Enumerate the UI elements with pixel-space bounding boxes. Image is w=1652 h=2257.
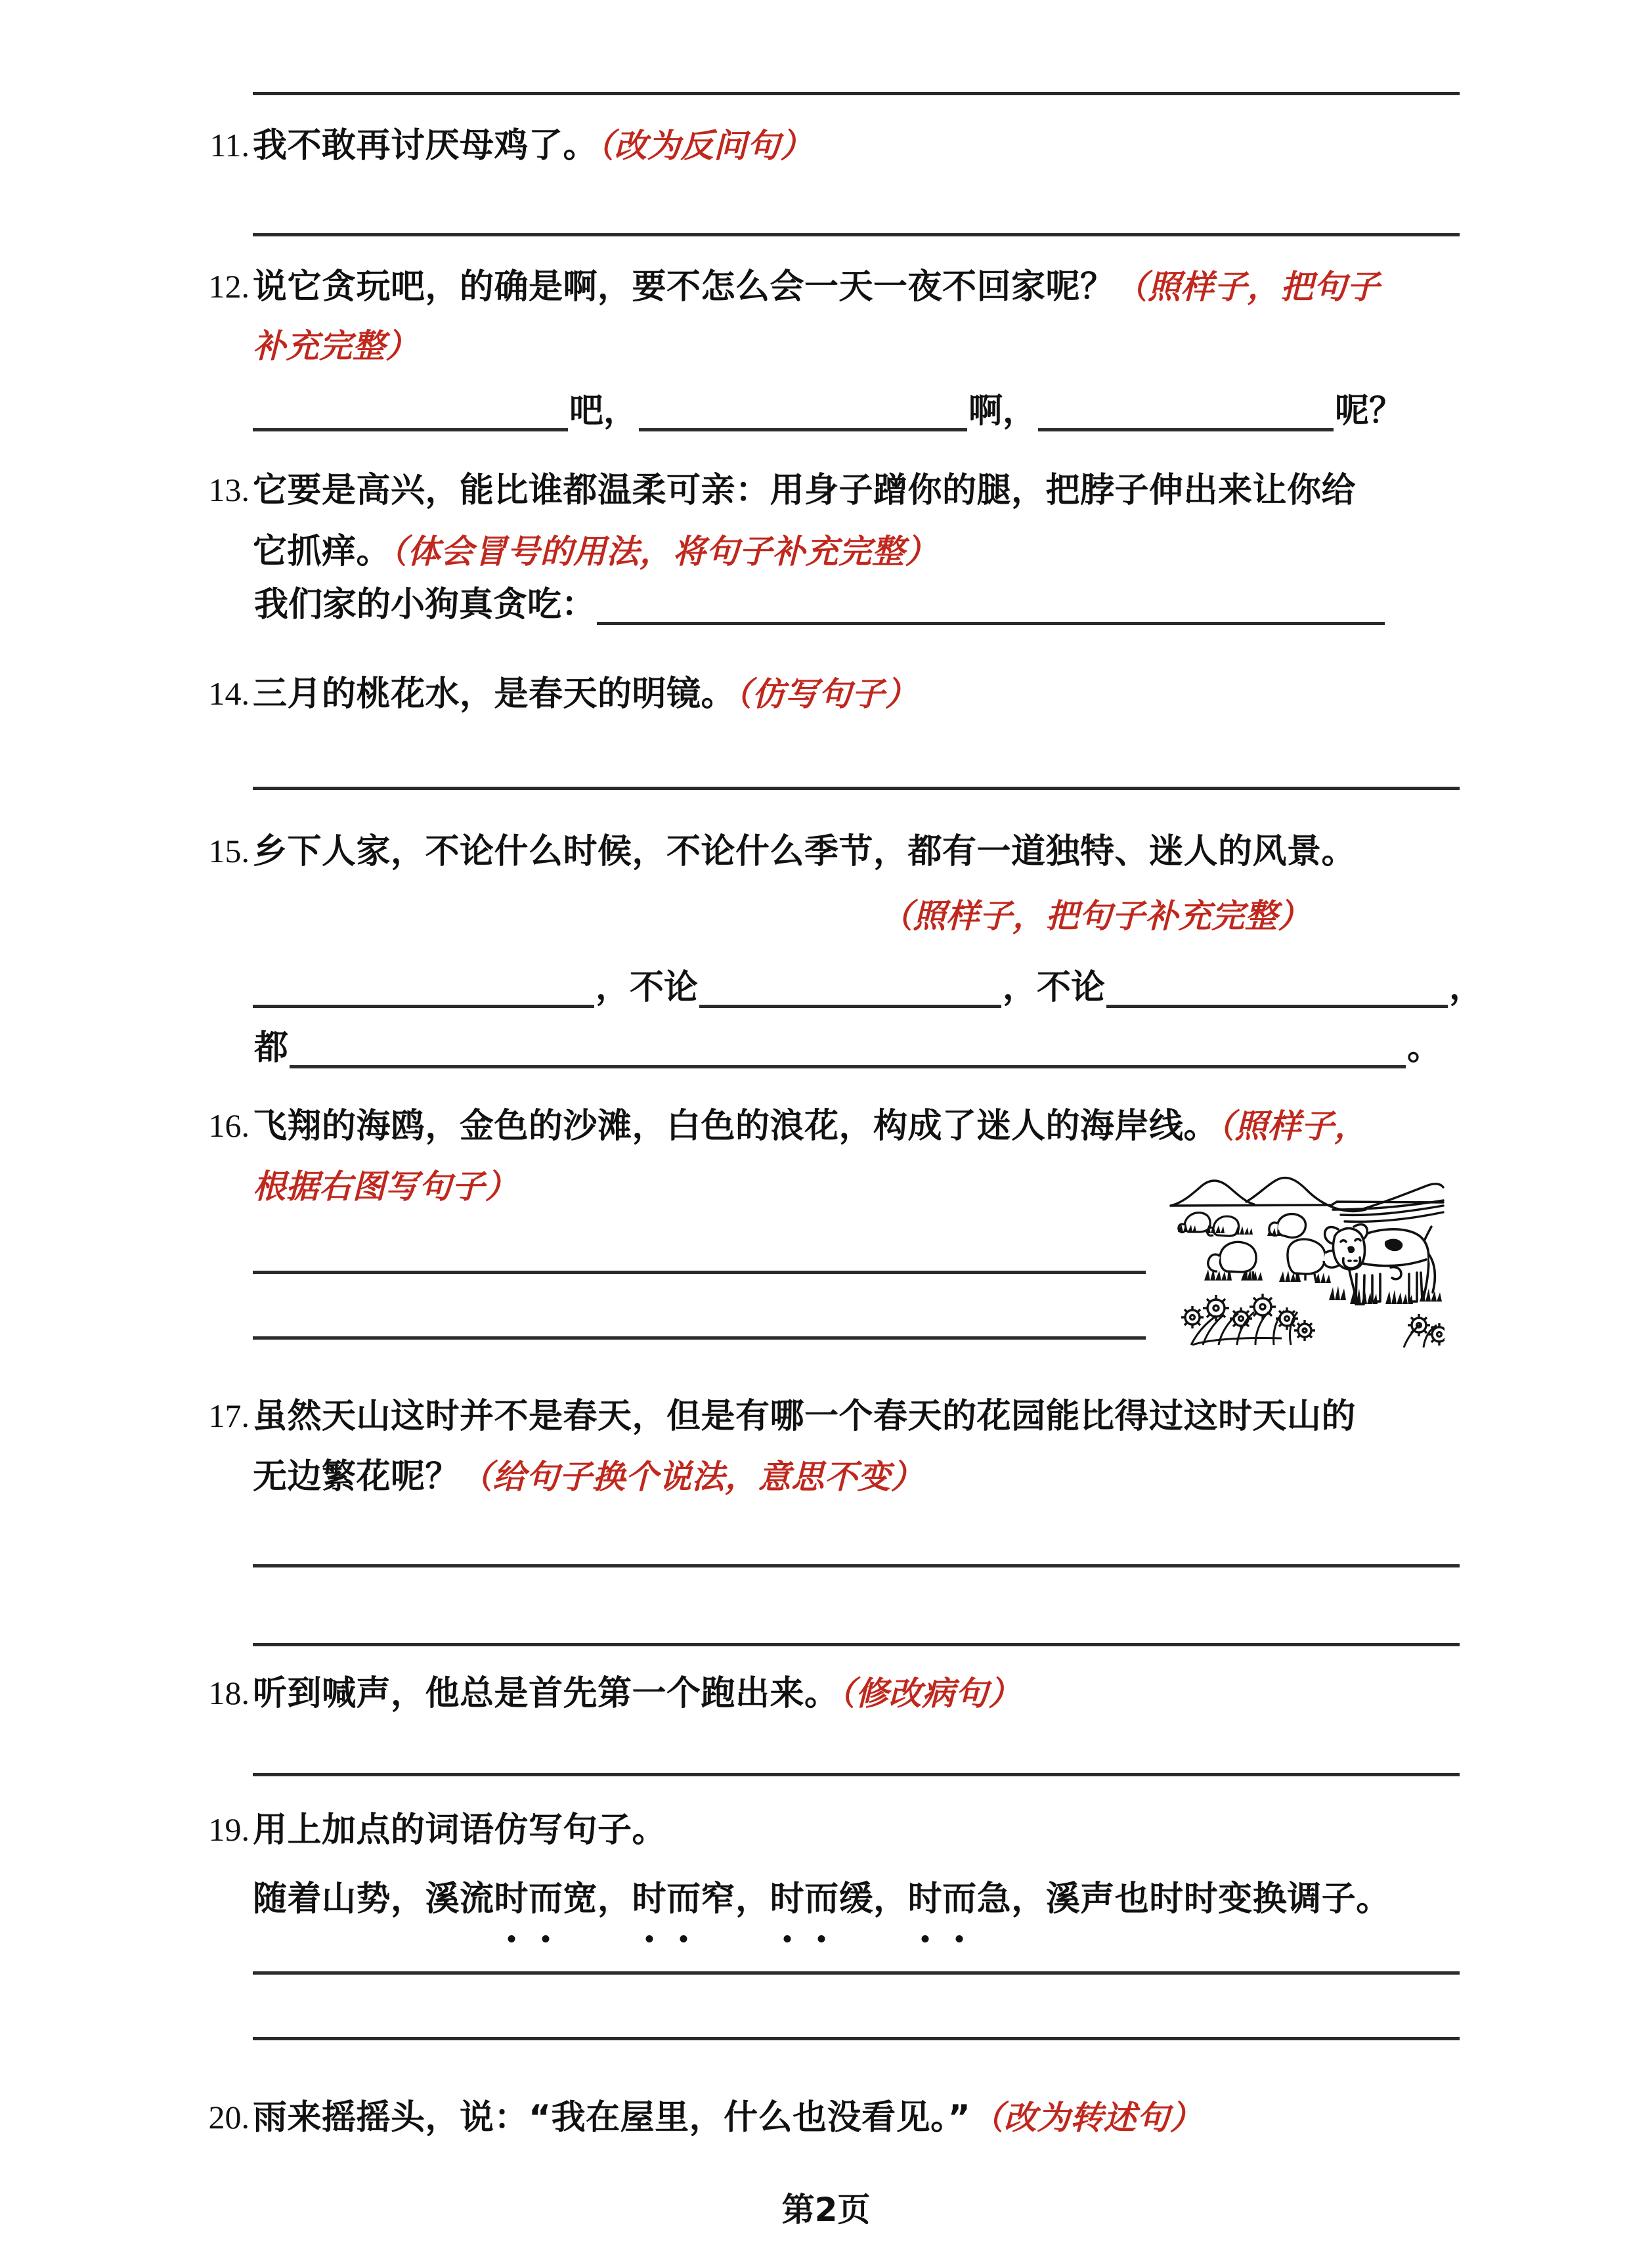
- question-14-text: [253, 663, 918, 724]
- q16-sentence: 飞翔的海鸥，金色的沙滩，白色的浪花，构成了迷人的海岸线。: [253, 1107, 1219, 1146]
- q15-blank-1[interactable]: [253, 964, 594, 1008]
- q15-sep-2: ，不论: [1003, 968, 1106, 1007]
- question-number-12: 12.: [208, 268, 250, 305]
- question-number-11: 11.: [209, 127, 250, 164]
- question-15-fill-in-row-1: [253, 964, 1485, 1008]
- question-15-text: [253, 821, 1356, 882]
- pasture-scene-svg: [1169, 1175, 1445, 1372]
- q15-line2-label: 都: [254, 1028, 289, 1068]
- q15-blank-2[interactable]: [699, 964, 1001, 1008]
- question-15-hint-row: [880, 885, 1311, 946]
- q13-prompt: 我们家的小狗真贪吃：: [254, 585, 596, 625]
- q15-sentence: 乡下人家，不论什么时候，不论什么季节，都有一道独特、迷人的风景。: [253, 832, 1357, 871]
- q12-blank-3[interactable]: [1038, 387, 1334, 431]
- answer-line-q14-1[interactable]: [253, 787, 1460, 790]
- question-17-text-cont: [253, 1446, 924, 1507]
- q18-hint: （修改病句）: [838, 1675, 1022, 1713]
- q16-hint-cont: 根据右图写句子）: [253, 1168, 518, 1206]
- answer-line-q19-2[interactable]: [253, 2037, 1460, 2040]
- q19-emph-4b: 而: [942, 1869, 977, 1929]
- answer-line-q17-1[interactable]: [253, 1564, 1460, 1567]
- q19-seg-4-tail: 急，溪声也时时变换调子。: [976, 1879, 1391, 1919]
- question-12-fill-in-row: [253, 387, 1404, 431]
- q15-sep-1: ，不论: [596, 968, 699, 1007]
- q19-emph-1a: 时: [494, 1869, 529, 1929]
- question-17-text: [253, 1386, 1356, 1447]
- q17-sentence: 虽然天山这时并不是春天，但是有哪一个春天的花园能比得过这时天山的: [253, 1397, 1357, 1436]
- page-footer: 第2页: [781, 2191, 871, 2229]
- q15-blank-4[interactable]: [290, 1024, 1406, 1068]
- q12-blank-1[interactable]: [253, 387, 568, 431]
- question-11-text: [253, 115, 814, 176]
- illustration-pasture-scene: [1169, 1175, 1445, 1372]
- question-number-19: 19.: [208, 1811, 250, 1848]
- answer-line-q16-2[interactable]: [253, 1336, 1146, 1340]
- question-15-fill-in-row-2: [253, 1024, 1443, 1068]
- q14-hint: （仿写句子）: [735, 675, 919, 713]
- question-18-text: [253, 1663, 1022, 1724]
- q15-hint: （照样子，把句子补充完整）: [880, 897, 1311, 935]
- question-16-text: [253, 1095, 1368, 1156]
- q17-sentence-cont: 无边繁花呢？: [253, 1457, 460, 1497]
- question-number-20: 20.: [208, 2099, 250, 2136]
- answer-line-q18-1[interactable]: [253, 1773, 1460, 1776]
- q19-emph-2b: 而: [666, 1869, 701, 1929]
- q12-hint-cont: 补充完整）: [253, 327, 419, 365]
- answer-line-q10[interactable]: [253, 92, 1460, 95]
- q20-sentence: 雨来摇摇头，说：“我在屋里，什么也没看见。”: [253, 2098, 971, 2137]
- question-19-example: [253, 1868, 1391, 1929]
- question-16-hint-cont: [253, 1156, 518, 1217]
- q12-label-3: 呢？: [1335, 391, 1404, 431]
- q14-sentence: 三月的桃花水，是春天的明镜。: [253, 674, 736, 714]
- q19-seg-1-tail: 宽，: [563, 1879, 632, 1919]
- question-13-text: [253, 460, 1356, 521]
- q19-example-line: [253, 1879, 1391, 1919]
- q19-emph-2a: 时: [632, 1869, 667, 1929]
- q12-label-2: 啊，: [968, 391, 1037, 431]
- question-number-13: 13.: [208, 471, 250, 508]
- q15-line2-end: 。: [1407, 1028, 1442, 1068]
- answer-line-q19-1[interactable]: [253, 1971, 1460, 1975]
- q16-hint: （照样子，: [1218, 1107, 1368, 1145]
- q20-hint: （改为转述句）: [970, 2099, 1203, 2137]
- answer-line-q17-2[interactable]: [253, 1643, 1460, 1646]
- question-number-14: 14.: [208, 675, 250, 712]
- question-12-text: [253, 256, 1380, 317]
- q19-seg-3-tail: 缓，: [838, 1879, 908, 1919]
- q12-hint: （照样子，把句子: [1114, 268, 1380, 306]
- q19-emph-3b: 而: [804, 1869, 839, 1929]
- q11-hint: （改为反问句）: [598, 127, 814, 165]
- q13-sentence-cont: 它抓痒。: [253, 532, 391, 571]
- q18-sentence: 听到喊声，他总是首先第一个跑出来。: [253, 1674, 839, 1713]
- question-number-16: 16.: [208, 1107, 250, 1144]
- q19-seg-1-plain: 随着山势，溪流: [253, 1879, 494, 1919]
- q19-emph-3a: 时: [770, 1869, 805, 1929]
- question-12-hint-cont: [253, 315, 419, 376]
- question-20-text: [253, 2087, 1203, 2148]
- q15-sep-3: ，: [1449, 968, 1484, 1007]
- q12-blank-2[interactable]: [639, 387, 967, 431]
- question-13-prompt-row: [253, 581, 1385, 625]
- q13-blank-1[interactable]: [597, 581, 1385, 625]
- q12-sentence: 说它贪玩吧，的确是啊，要不怎么会一天一夜不回家呢？: [253, 267, 1115, 307]
- question-19-text: [253, 1799, 666, 1860]
- q12-label-1: 吧，: [569, 391, 638, 431]
- question-13-text-cont: [253, 521, 938, 582]
- q13-sentence: 它要是高兴，能比谁都温柔可亲：用身子蹭你的腿，把脖子伸出来让你给: [253, 471, 1357, 510]
- q19-seg-2-tail: 窄，: [701, 1879, 770, 1919]
- q19-emph-1b: 而: [529, 1869, 563, 1929]
- answer-line-q16-1[interactable]: [253, 1271, 1146, 1274]
- q11-sentence: 我不敢再讨厌母鸡了。: [253, 126, 598, 165]
- q19-instruction: 用上加点的词语仿写句子。: [253, 1810, 667, 1850]
- q17-hint: （给句子换个说法，意思不变）: [460, 1458, 924, 1496]
- q19-emph-4a: 时: [908, 1869, 943, 1929]
- question-number-15: 15.: [208, 833, 250, 869]
- q15-blank-3[interactable]: [1106, 964, 1448, 1008]
- answer-line-q11-1[interactable]: [253, 233, 1460, 236]
- question-number-18: 18.: [208, 1675, 250, 1711]
- q13-hint: （体会冒号的用法，将句子补充完整）: [391, 533, 938, 571]
- question-number-17: 17.: [208, 1397, 250, 1434]
